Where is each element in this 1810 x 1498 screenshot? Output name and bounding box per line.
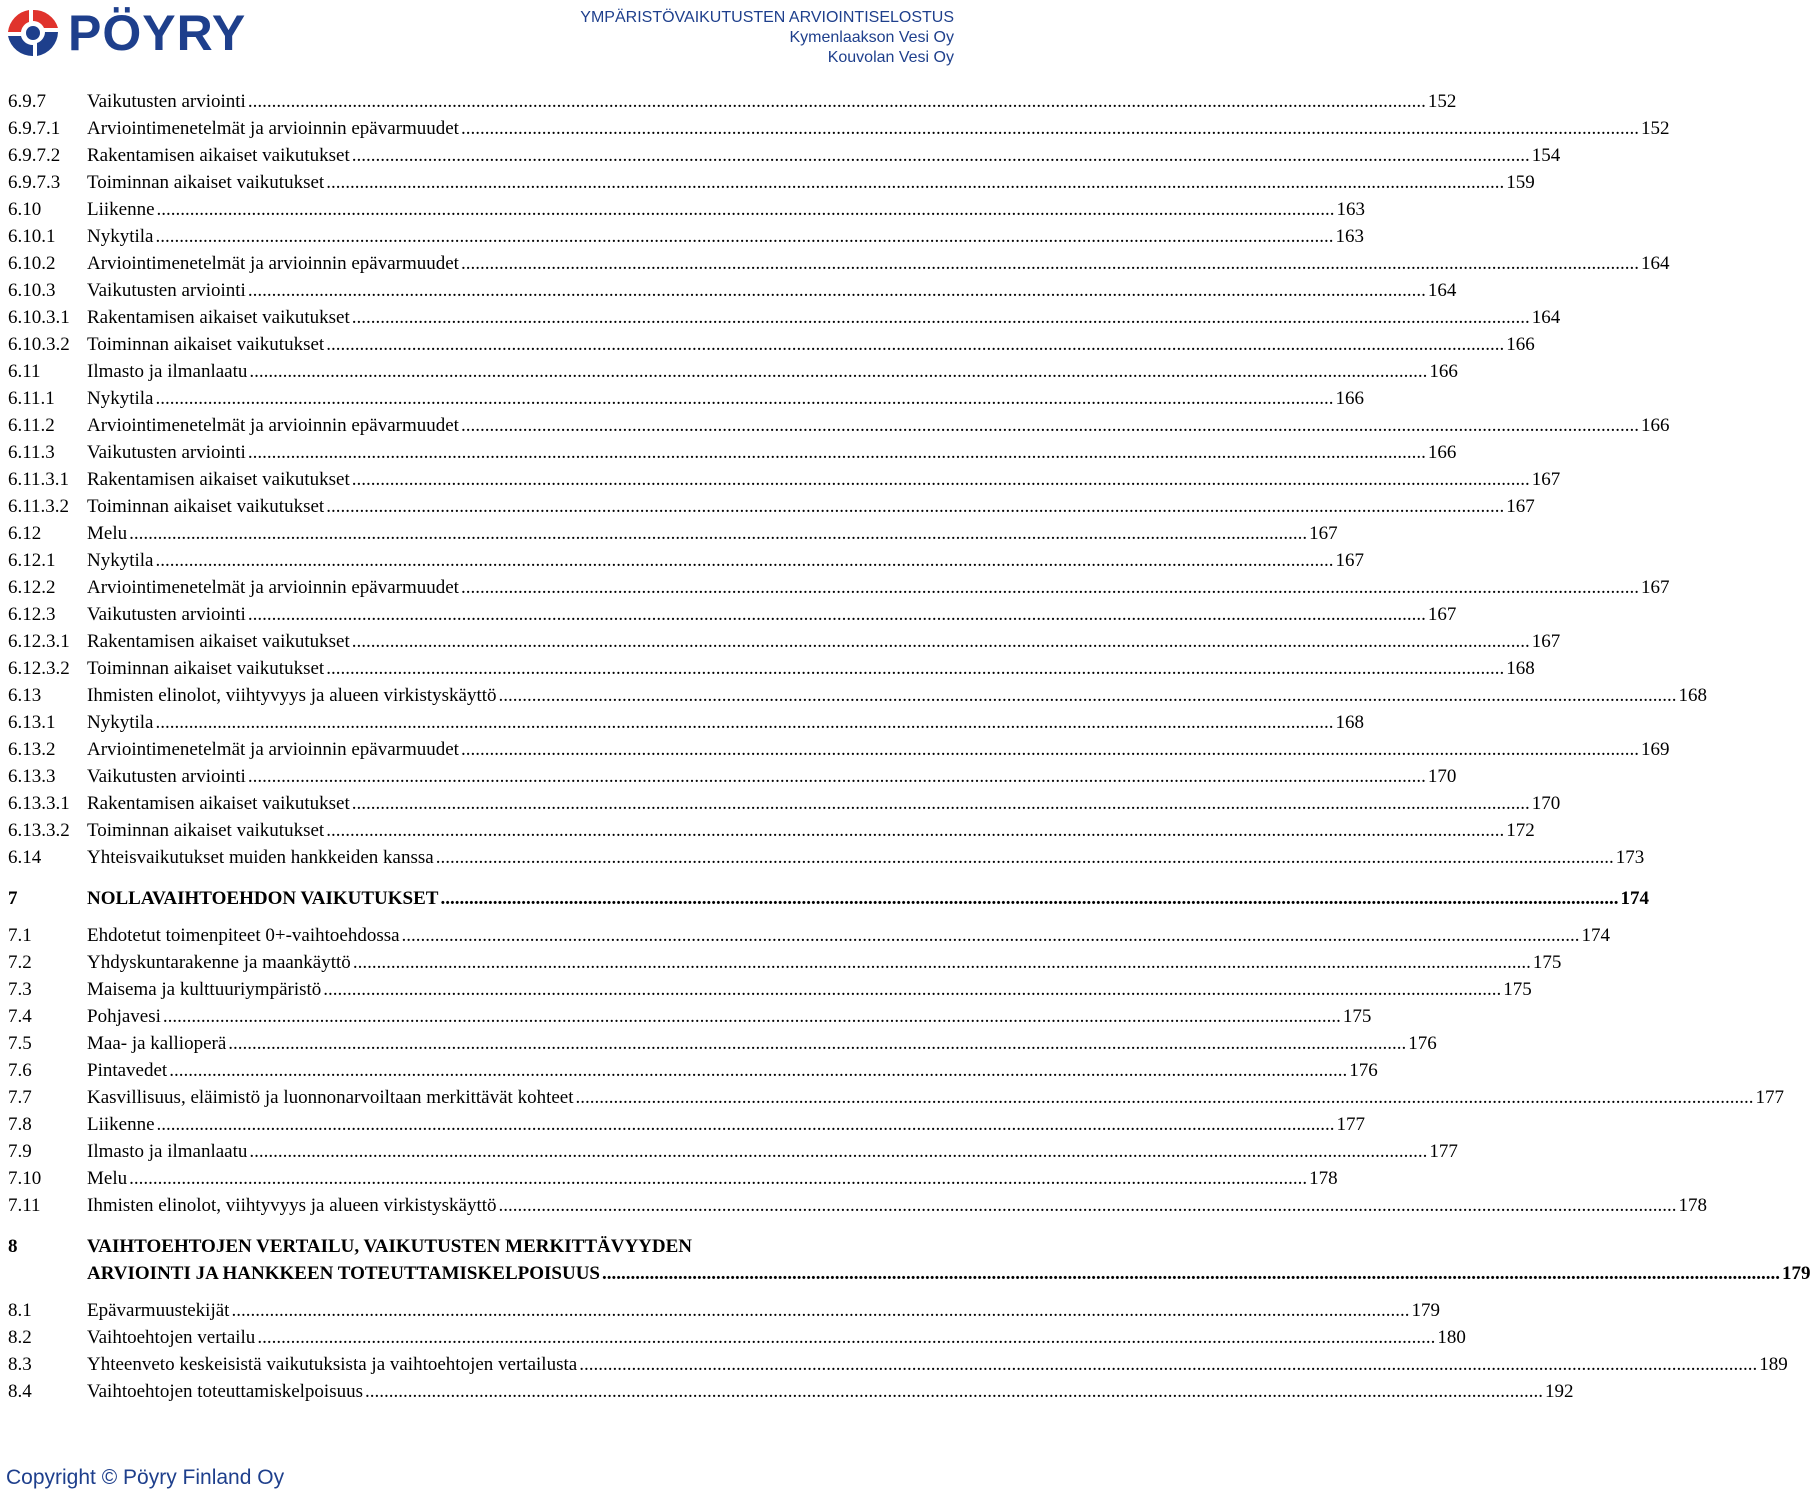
toc-entry[interactable] (8, 1138, 1458, 1165)
toc-entry[interactable] (8, 331, 1535, 358)
toc-entry-number: 7.9 (8, 1141, 32, 1162)
toc-entry-page: 180 (1437, 1327, 1466, 1348)
toc-entry[interactable] (8, 601, 1457, 628)
toc-entry-title: Toiminnan aikaiset vaikutukset (87, 820, 325, 841)
toc-entry-title: Toiminnan aikaiset vaikutukset (87, 334, 325, 355)
toc-entry-page: 178 (1309, 1168, 1338, 1189)
toc-dot-leader (248, 439, 1426, 466)
toc-entry[interactable] (8, 196, 1366, 223)
toc-entry[interactable] (8, 1324, 1466, 1351)
toc-entry-number: 6.10.1 (8, 226, 56, 247)
toc-entry[interactable] (8, 1111, 1366, 1138)
toc-entry[interactable] (8, 1351, 1788, 1378)
toc-entry-page: 179 (1781, 1263, 1810, 1284)
toc-entry-page: 164 (1640, 253, 1670, 274)
toc-entry-title: Rakentamisen aikaiset vaikutukset (87, 793, 350, 814)
toc-entry-second-line (87, 1260, 1810, 1287)
toc-entry-title: Ihmisten elinolot, viihtyvyys ja alueen virkistyskäyttö (87, 1195, 497, 1216)
toc-dot-leader (157, 196, 1335, 223)
table-of-contents (8, 88, 1810, 1405)
toc-entry-page: 167 (1640, 577, 1670, 598)
toc-dot-leader (402, 922, 1580, 949)
toc-entry-title: Nykytila (87, 550, 154, 571)
client-location: Kouvolan Vesi Oy (827, 49, 954, 66)
toc-entry-page: 167 (1427, 604, 1457, 625)
toc-entry-title: Arviointimenetelmät ja arvioinnin epävarmuudet (87, 415, 459, 436)
toc-entry-title: Yhteisvaikutukset muiden hankkeiden kanssa (87, 847, 434, 868)
toc-dot-leader (326, 331, 1504, 358)
toc-entry-page: 175 (1342, 1006, 1372, 1027)
toc-dot-leader (156, 709, 1334, 736)
toc-entry-number: 7.6 (8, 1060, 32, 1081)
toc-entry-number: 6.11 (8, 361, 41, 382)
toc-entry-number: 6.12 (8, 523, 42, 544)
toc-entry-page: 166 (1640, 415, 1670, 436)
toc-dot-leader (436, 844, 1614, 871)
toc-entry-title: Vaihtoehtojen toteuttamiskelpoisuus (87, 1381, 363, 1402)
toc-dot-leader (461, 574, 1639, 601)
toc-entry-number: 6.13.2 (8, 739, 56, 760)
toc-entry-page: 168 (1506, 658, 1535, 679)
toc-entry-title: Nykytila (87, 226, 154, 247)
toc-dot-leader (461, 115, 1639, 142)
toc-entry-page: 170 (1531, 793, 1561, 814)
toc-entry-title: Vaikutusten arviointi (87, 766, 246, 787)
toc-entry-number: 6.10.3 (8, 280, 56, 301)
toc-entry-page: 173 (1615, 847, 1645, 868)
toc-entry-title: Rakentamisen aikaiset vaikutukset (87, 307, 350, 328)
toc-entry-page: 170 (1427, 766, 1457, 787)
toc-entry-number: 6.12.2 (8, 577, 56, 598)
toc-entry[interactable] (8, 844, 1645, 871)
toc-entry-page: 167 (1309, 523, 1338, 544)
toc-entry-title: Arviointimenetelmät ja arvioinnin epävarmuudet (87, 118, 459, 139)
toc-entry[interactable] (8, 736, 1670, 763)
toc-entry-title: Liikenne (87, 199, 155, 220)
toc-entry-page: 176 (1349, 1060, 1378, 1081)
toc-entry-number: 6.13.3 (8, 766, 56, 787)
toc-entry[interactable] (8, 439, 1457, 466)
toc-entry[interactable] (8, 1057, 1378, 1084)
document-info (580, 8, 954, 68)
toc-entry[interactable] (8, 115, 1670, 142)
toc-entry-number: 7.8 (8, 1114, 32, 1135)
toc-entry-page: 154 (1531, 145, 1561, 166)
toc-dot-leader (352, 142, 1530, 169)
toc-dot-leader (323, 976, 1501, 1003)
toc-entry[interactable] (8, 520, 1338, 547)
toc-entry-number: 7.2 (8, 952, 32, 973)
toc-entry-page: 174 (1620, 888, 1649, 909)
toc-entry-title: Pohjavesi (87, 1006, 161, 1027)
toc-entry-number: 6.11.3.2 (8, 496, 70, 517)
toc-entry-number: 6.10.2 (8, 253, 56, 274)
toc-entry-number: 6.14 (8, 847, 42, 868)
toc-entry[interactable] (8, 1003, 1372, 1030)
toc-entry-title: Vaihtoehtojen vertailu (87, 1327, 256, 1348)
toc-entry[interactable] (8, 682, 1708, 709)
toc-entry-title: Arviointimenetelmät ja arvioinnin epävarmuudet (87, 577, 459, 598)
toc-entry-page: 164 (1531, 307, 1561, 328)
toc-entry-number: 7.11 (8, 1195, 41, 1216)
toc-entry[interactable] (8, 976, 1532, 1003)
toc-entry-title: Toiminnan aikaiset vaikutukset (87, 658, 325, 679)
toc-entry-page: 152 (1640, 118, 1670, 139)
toc-entry-title: Rakentamisen aikaiset vaikutukset (87, 145, 350, 166)
toc-entry-number: 6.12.3.1 (8, 631, 70, 652)
toc-entry-title: Rakentamisen aikaiset vaikutukset (87, 631, 350, 652)
logo-wordmark: PÖYRY (68, 5, 247, 61)
toc-entry-body (87, 1233, 1810, 1287)
toc-entry-number: 7.1 (8, 925, 32, 946)
toc-entry[interactable] (8, 466, 1561, 493)
toc-entry-title: Epävarmuustekijät (87, 1300, 230, 1321)
toc-dot-leader (326, 817, 1504, 844)
toc-entry-page: 164 (1427, 280, 1457, 301)
toc-entry-number: 6.12.3 (8, 604, 56, 625)
toc-entry[interactable] (8, 493, 1535, 520)
toc-dot-leader (440, 885, 1618, 912)
toc-entry-number: 8 (8, 1236, 18, 1257)
toc-entry-title: VAIHTOEHTOJEN VERTAILU, VAIKUTUSTEN MERKITTÄVYYDEN (87, 1236, 693, 1257)
toc-entry-page: 177 (1429, 1141, 1458, 1162)
toc-dot-leader (248, 277, 1426, 304)
toc-dot-leader (157, 1111, 1335, 1138)
toc-entry-page: 163 (1335, 226, 1364, 247)
toc-entry-number: 6.10.3.1 (8, 307, 70, 328)
toc-entry-page: 159 (1506, 172, 1535, 193)
toc-entry-number: 7.10 (8, 1168, 42, 1189)
toc-entry[interactable] (8, 358, 1458, 385)
toc-entry-title: Liikenne (87, 1114, 155, 1135)
toc-entry-title: Yhdyskuntarakenne ja maankäyttö (87, 952, 351, 973)
toc-entry[interactable] (8, 250, 1670, 277)
toc-dot-leader (461, 412, 1639, 439)
toc-entry-number: 6.12.1 (8, 550, 56, 571)
toc-entry-title: Vaikutusten arviointi (87, 442, 246, 463)
toc-entry[interactable] (8, 304, 1561, 331)
toc-entry-page: 166 (1506, 334, 1535, 355)
toc-dot-leader (248, 601, 1426, 628)
toc-entry[interactable] (8, 1233, 1810, 1287)
toc-entry-number: 6.9.7.1 (8, 118, 61, 139)
toc-entry-title: Pintavedet (87, 1060, 168, 1081)
toc-dot-leader (231, 1297, 1409, 1324)
toc-dot-leader (352, 628, 1530, 655)
toc-dot-leader (602, 1260, 1780, 1287)
toc-entry-page: 178 (1678, 1195, 1708, 1216)
toc-entry[interactable] (8, 277, 1457, 304)
toc-entry[interactable] (8, 412, 1670, 439)
toc-dot-leader (461, 250, 1639, 277)
toc-entry[interactable] (8, 655, 1535, 682)
toc-entry-number: 6.11.3 (8, 442, 55, 463)
toc-entry-page: 177 (1755, 1087, 1785, 1108)
toc-entry-page: 167 (1506, 496, 1535, 517)
toc-entry-title: NOLLAVAIHTOEHDON VAIKUTUKSET (87, 888, 439, 909)
toc-dot-leader (579, 1351, 1757, 1378)
toc-dot-leader (129, 520, 1307, 547)
toc-dot-leader (129, 1165, 1307, 1192)
toc-entry-number: 6.9.7 (8, 91, 46, 112)
toc-entry[interactable] (8, 790, 1561, 817)
document-title: YMPÄRISTÖVAIKUTUSTEN ARVIOINTISELOSTUS (580, 9, 954, 26)
toc-entry-title: Nykytila (87, 712, 154, 733)
toc-entry-title: Vaikutusten arviointi (87, 604, 246, 625)
toc-entry-page: 163 (1336, 199, 1366, 220)
toc-entry[interactable] (8, 1378, 1574, 1405)
toc-entry-title: Toiminnan aikaiset vaikutukset (87, 172, 325, 193)
toc-entry-title: Toiminnan aikaiset vaikutukset (87, 496, 325, 517)
toc-entry[interactable] (8, 88, 1457, 115)
poyry-logo-icon (4, 6, 62, 60)
toc-entry-number: 7.7 (8, 1087, 32, 1108)
toc-dot-leader (499, 682, 1677, 709)
toc-entry-page: 167 (1335, 550, 1364, 571)
toc-entry-page: 166 (1429, 361, 1458, 382)
toc-entry-number: 7.4 (8, 1006, 32, 1027)
toc-entry-number: 6.10.3.2 (8, 334, 70, 355)
toc-entry-number: 6.13.3.2 (8, 820, 70, 841)
toc-entry-page: 168 (1678, 685, 1708, 706)
toc-entry-title: Ihmisten elinolot, viihtyvyys ja alueen virkistyskäyttö (87, 685, 497, 706)
toc-dot-leader (352, 466, 1530, 493)
toc-entry-page: 167 (1531, 469, 1561, 490)
toc-entry-title-continued: ARVIOINTI JA HANKKEEN TOTEUTTAMISKELPOISUUS (87, 1263, 600, 1284)
toc-entry-page: 167 (1531, 631, 1561, 652)
page-header (0, 0, 960, 80)
toc-entry-title: Vaikutusten arviointi (87, 280, 246, 301)
toc-entry-number: 6.13.3.1 (8, 793, 70, 814)
toc-entry[interactable] (8, 1084, 1785, 1111)
toc-entry-page: 174 (1581, 925, 1611, 946)
toc-dot-leader (156, 223, 1334, 250)
toc-dot-leader (461, 736, 1639, 763)
toc-dot-leader (353, 949, 1531, 976)
toc-dot-leader (352, 790, 1530, 817)
toc-entry-page: 168 (1335, 712, 1364, 733)
toc-entry-title: Melu (87, 523, 128, 544)
toc-entry-page: 166 (1427, 442, 1457, 463)
toc-entry[interactable] (8, 574, 1670, 601)
toc-entry-page: 166 (1335, 388, 1364, 409)
toc-entry-number: 6.9.7.2 (8, 145, 61, 166)
toc-entry-number: 6.11.1 (8, 388, 55, 409)
toc-entry[interactable] (8, 385, 1364, 412)
toc-entry[interactable] (8, 547, 1364, 574)
toc-dot-leader (257, 1324, 1435, 1351)
toc-dot-leader (576, 1084, 1754, 1111)
toc-entry-number: 6.11.3.1 (8, 469, 70, 490)
toc-dot-leader (249, 1138, 1427, 1165)
toc-entry[interactable] (8, 1192, 1708, 1219)
toc-entry-number: 7 (8, 888, 18, 909)
toc-entry-page: 175 (1532, 952, 1562, 973)
toc-dot-leader (163, 1003, 1341, 1030)
toc-entry[interactable] (8, 1165, 1338, 1192)
toc-entry-title: Melu (87, 1168, 128, 1189)
toc-entry-page: 189 (1759, 1354, 1788, 1375)
toc-entry-number: 8.4 (8, 1381, 32, 1402)
toc-entry-title: Nykytila (87, 388, 154, 409)
toc-entry[interactable] (8, 1297, 1440, 1324)
toc-entry-page: 172 (1506, 820, 1535, 841)
toc-entry[interactable] (8, 223, 1364, 250)
toc-entry-page: 152 (1427, 91, 1457, 112)
toc-entry-title: Maisema ja kulttuuriympäristö (87, 979, 322, 1000)
toc-entry[interactable] (8, 763, 1457, 790)
toc-entry[interactable] (8, 949, 1562, 976)
toc-entry-title: Maa- ja kallioperä (87, 1033, 227, 1054)
toc-dot-leader (352, 304, 1530, 331)
toc-dot-leader (228, 1030, 1406, 1057)
toc-entry-number: 6.9.7.3 (8, 172, 61, 193)
toc-dot-leader (248, 88, 1426, 115)
toc-entry-page: 175 (1503, 979, 1532, 1000)
toc-entry-number: 8.3 (8, 1354, 32, 1375)
toc-entry-number: 7.3 (8, 979, 32, 1000)
toc-entry[interactable] (8, 922, 1611, 949)
client-name: Kymenlaakson Vesi Oy (789, 29, 954, 46)
toc-entry-title: Vaikutusten arviointi (87, 91, 246, 112)
toc-entry-title: Arviointimenetelmät ja arvioinnin epävarmuudet (87, 739, 459, 760)
toc-dot-leader (365, 1378, 1543, 1405)
toc-entry[interactable] (8, 1030, 1437, 1057)
toc-entry-number: 8.2 (8, 1327, 32, 1348)
toc-entry-number: 8.1 (8, 1300, 32, 1321)
toc-dot-leader (169, 1057, 1347, 1084)
toc-dot-leader (156, 385, 1334, 412)
toc-entry-page: 192 (1545, 1381, 1574, 1402)
toc-entry-title: Ilmasto ja ilmanlaatu (87, 1141, 248, 1162)
toc-entry-title: Ehdotetut toimenpiteet 0+-vaihtoehdossa (87, 925, 400, 946)
toc-entry[interactable] (8, 169, 1535, 196)
toc-entry-number: 6.13 (8, 685, 42, 706)
toc-entry-page: 176 (1408, 1033, 1437, 1054)
toc-dot-leader (248, 763, 1426, 790)
toc-entry-title: Ilmasto ja ilmanlaatu (87, 361, 248, 382)
toc-dot-leader (156, 547, 1334, 574)
company-logo (4, 6, 246, 60)
toc-entry-number: 6.12.3.2 (8, 658, 70, 679)
toc-entry-number: 6.11.2 (8, 415, 55, 436)
toc-entry-page: 179 (1411, 1300, 1440, 1321)
toc-entry-number: 6.13.1 (8, 712, 56, 733)
toc-entry[interactable] (8, 817, 1535, 844)
toc-entry-title: Kasvillisuus, eläimistö ja luonnonarvoiltaan merkittävät kohteet (87, 1087, 574, 1108)
toc-dot-leader (326, 169, 1504, 196)
toc-entry[interactable] (8, 709, 1364, 736)
toc-entry[interactable] (8, 885, 1649, 912)
toc-entry-page: 177 (1336, 1114, 1366, 1135)
toc-dot-leader (326, 655, 1504, 682)
toc-dot-leader (249, 358, 1427, 385)
copyright-footer: Copyright © Pöyry Finland Oy (6, 1466, 285, 1489)
toc-entry-title: Arviointimenetelmät ja arvioinnin epävarmuudet (87, 253, 459, 274)
toc-entry-title: Yhteenveto keskeisistä vaikutuksista ja vaihtoehtojen vertailusta (87, 1354, 578, 1375)
toc-entry-title: Rakentamisen aikaiset vaikutukset (87, 469, 350, 490)
toc-entry-number: 6.10 (8, 199, 42, 220)
toc-entry[interactable] (8, 628, 1561, 655)
toc-dot-leader (499, 1192, 1677, 1219)
toc-entry-number: 7.5 (8, 1033, 32, 1054)
toc-entry[interactable] (8, 142, 1561, 169)
toc-dot-leader (326, 493, 1504, 520)
toc-entry-page: 169 (1640, 739, 1670, 760)
